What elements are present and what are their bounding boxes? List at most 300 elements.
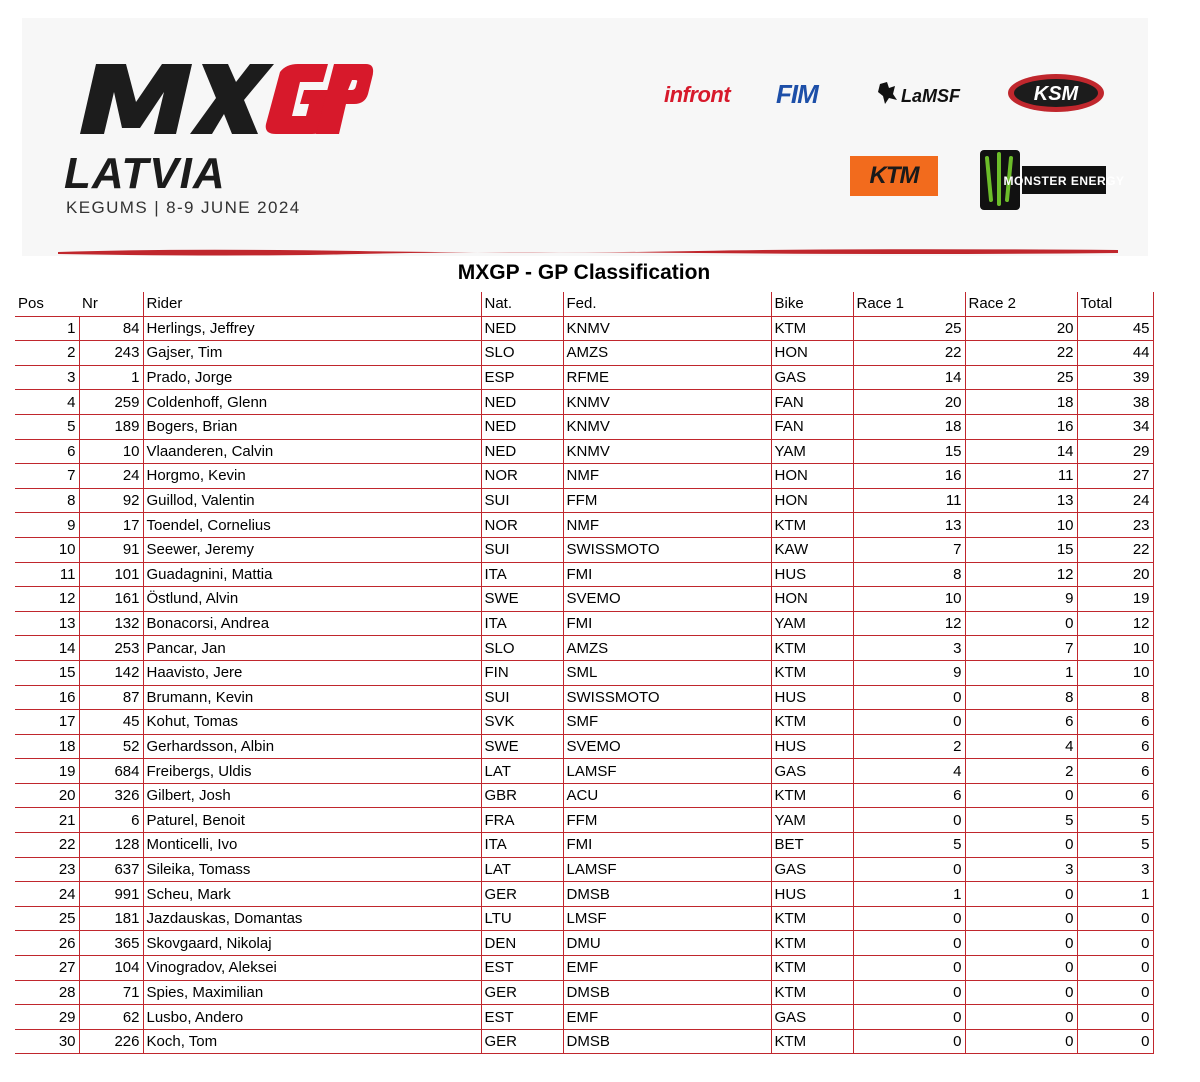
cell-fed: DMSB bbox=[563, 1029, 771, 1054]
cell-pos: 17 bbox=[15, 710, 79, 735]
cell-bike: FAN bbox=[771, 414, 853, 439]
cell-race-2: 5 bbox=[965, 808, 1077, 833]
cell-bike: GAS bbox=[771, 759, 853, 784]
table-row bbox=[15, 710, 1153, 735]
cell-race-2: 14 bbox=[965, 439, 1077, 464]
column-header-bike: Bike bbox=[771, 292, 853, 316]
table-row bbox=[15, 660, 1153, 685]
cell-pos: 28 bbox=[15, 980, 79, 1005]
cell-rider: Horgmo, Kevin bbox=[143, 464, 481, 489]
cell-race-1: 16 bbox=[853, 464, 965, 489]
cell-race-2: 0 bbox=[965, 882, 1077, 907]
cell-total: 12 bbox=[1077, 611, 1153, 636]
table-row bbox=[15, 882, 1153, 907]
cell-nat: SWE bbox=[481, 587, 563, 612]
cell-race-1: 10 bbox=[853, 587, 965, 612]
sponsor-fim-logo: FIM bbox=[776, 79, 818, 109]
cell-race-1: 5 bbox=[853, 833, 965, 858]
cell-nat: LAT bbox=[481, 857, 563, 882]
column-header-pos: Pos bbox=[15, 292, 79, 316]
cell-race-2: 16 bbox=[965, 414, 1077, 439]
cell-nr: 52 bbox=[79, 734, 143, 759]
cell-fed: FFM bbox=[563, 488, 771, 513]
cell-nat: SLO bbox=[481, 341, 563, 366]
cell-nat: GBR bbox=[481, 783, 563, 808]
cell-nat: GER bbox=[481, 980, 563, 1005]
cell-bike: KTM bbox=[771, 931, 853, 956]
cell-race-2: 3 bbox=[965, 857, 1077, 882]
cell-race-2: 0 bbox=[965, 1029, 1077, 1054]
cell-nat: ITA bbox=[481, 562, 563, 587]
column-header-rider: Rider bbox=[143, 292, 481, 316]
cell-bike: KTM bbox=[771, 906, 853, 931]
column-header-race-2: Race 2 bbox=[965, 292, 1077, 316]
cell-fed: LAMSF bbox=[563, 857, 771, 882]
cell-total: 10 bbox=[1077, 660, 1153, 685]
cell-fed: FMI bbox=[563, 611, 771, 636]
cell-bike: KTM bbox=[771, 783, 853, 808]
cell-bike: HUS bbox=[771, 734, 853, 759]
cell-pos: 5 bbox=[15, 414, 79, 439]
column-header-total: Total bbox=[1077, 292, 1153, 316]
cell-total: 38 bbox=[1077, 390, 1153, 415]
cell-race-2: 8 bbox=[965, 685, 1077, 710]
cell-nr: 142 bbox=[79, 660, 143, 685]
cell-total: 0 bbox=[1077, 1029, 1153, 1054]
cell-race-1: 0 bbox=[853, 956, 965, 981]
cell-race-1: 0 bbox=[853, 931, 965, 956]
cell-nat: NOR bbox=[481, 464, 563, 489]
table-row bbox=[15, 464, 1153, 489]
cell-race-2: 18 bbox=[965, 390, 1077, 415]
cell-race-1: 14 bbox=[853, 365, 965, 390]
cell-fed: FMI bbox=[563, 833, 771, 858]
cell-total: 6 bbox=[1077, 759, 1153, 784]
cell-nat: ESP bbox=[481, 365, 563, 390]
cell-bike: HON bbox=[771, 464, 853, 489]
cell-total: 5 bbox=[1077, 808, 1153, 833]
cell-pos: 30 bbox=[15, 1029, 79, 1054]
table-row bbox=[15, 956, 1153, 981]
cell-race-1: 6 bbox=[853, 783, 965, 808]
cell-rider: Skovgaard, Nikolaj bbox=[143, 931, 481, 956]
cell-rider: Vinogradov, Aleksei bbox=[143, 956, 481, 981]
cell-total: 29 bbox=[1077, 439, 1153, 464]
cell-total: 10 bbox=[1077, 636, 1153, 661]
cell-fed: NMF bbox=[563, 513, 771, 538]
cell-bike: YAM bbox=[771, 439, 853, 464]
cell-pos: 14 bbox=[15, 636, 79, 661]
event-banner bbox=[22, 18, 1148, 256]
cell-rider: Haavisto, Jere bbox=[143, 660, 481, 685]
cell-nat: NED bbox=[481, 439, 563, 464]
cell-total: 6 bbox=[1077, 734, 1153, 759]
cell-total: 6 bbox=[1077, 710, 1153, 735]
cell-rider: Spies, Maximilian bbox=[143, 980, 481, 1005]
table-row bbox=[15, 833, 1153, 858]
cell-nat: NED bbox=[481, 316, 563, 341]
cell-total: 27 bbox=[1077, 464, 1153, 489]
cell-nat: SVK bbox=[481, 710, 563, 735]
column-header-fed: Fed. bbox=[563, 292, 771, 316]
cell-rider: Sileika, Tomass bbox=[143, 857, 481, 882]
classification-table bbox=[15, 292, 1154, 1054]
cell-nr: 17 bbox=[79, 513, 143, 538]
cell-nat: SUI bbox=[481, 537, 563, 562]
cell-nat: DEN bbox=[481, 931, 563, 956]
cell-race-1: 0 bbox=[853, 906, 965, 931]
cell-nat: GER bbox=[481, 1029, 563, 1054]
cell-nat: EST bbox=[481, 956, 563, 981]
cell-nat: SLO bbox=[481, 636, 563, 661]
cell-nr: 45 bbox=[79, 710, 143, 735]
cell-race-2: 15 bbox=[965, 537, 1077, 562]
cell-bike: FAN bbox=[771, 390, 853, 415]
cell-nr: 259 bbox=[79, 390, 143, 415]
cell-rider: Östlund, Alvin bbox=[143, 587, 481, 612]
cell-rider: Brumann, Kevin bbox=[143, 685, 481, 710]
cell-race-1: 11 bbox=[853, 488, 965, 513]
table-row bbox=[15, 1005, 1153, 1030]
cell-nr: 326 bbox=[79, 783, 143, 808]
cell-race-2: 0 bbox=[965, 980, 1077, 1005]
cell-race-2: 4 bbox=[965, 734, 1077, 759]
cell-rider: Herlings, Jeffrey bbox=[143, 316, 481, 341]
cell-race-2: 13 bbox=[965, 488, 1077, 513]
cell-fed: DMU bbox=[563, 931, 771, 956]
cell-pos: 20 bbox=[15, 783, 79, 808]
table-row bbox=[15, 734, 1153, 759]
cell-fed: SML bbox=[563, 660, 771, 685]
lamsf-emblem-icon bbox=[877, 80, 899, 106]
cell-rider: Lusbo, Andero bbox=[143, 1005, 481, 1030]
table-row bbox=[15, 365, 1153, 390]
cell-pos: 6 bbox=[15, 439, 79, 464]
cell-rider: Bogers, Brian bbox=[143, 414, 481, 439]
cell-fed: KNMV bbox=[563, 414, 771, 439]
cell-fed: RFME bbox=[563, 365, 771, 390]
cell-rider: Seewer, Jeremy bbox=[143, 537, 481, 562]
cell-pos: 9 bbox=[15, 513, 79, 538]
cell-fed: DMSB bbox=[563, 980, 771, 1005]
cell-rider: Pancar, Jan bbox=[143, 636, 481, 661]
cell-total: 1 bbox=[1077, 882, 1153, 907]
cell-bike: GAS bbox=[771, 365, 853, 390]
cell-fed: LAMSF bbox=[563, 759, 771, 784]
cell-race-2: 1 bbox=[965, 660, 1077, 685]
table-row bbox=[15, 341, 1153, 366]
cell-rider: Koch, Tom bbox=[143, 1029, 481, 1054]
table-row bbox=[15, 808, 1153, 833]
cell-race-2: 12 bbox=[965, 562, 1077, 587]
monster-energy-text: MONSTER ENERGY bbox=[1003, 174, 1125, 188]
cell-nr: 132 bbox=[79, 611, 143, 636]
cell-total: 0 bbox=[1077, 956, 1153, 981]
cell-race-1: 0 bbox=[853, 685, 965, 710]
cell-total: 24 bbox=[1077, 488, 1153, 513]
cell-nr: 637 bbox=[79, 857, 143, 882]
event-country: LATVIA bbox=[64, 149, 226, 198]
cell-race-1: 0 bbox=[853, 710, 965, 735]
cell-bike: HON bbox=[771, 587, 853, 612]
table-row bbox=[15, 414, 1153, 439]
cell-bike: KTM bbox=[771, 660, 853, 685]
cell-race-1: 0 bbox=[853, 1029, 965, 1054]
cell-race-2: 10 bbox=[965, 513, 1077, 538]
cell-bike: KTM bbox=[771, 513, 853, 538]
cell-nr: 71 bbox=[79, 980, 143, 1005]
cell-rider: Jazdauskas, Domantas bbox=[143, 906, 481, 931]
cell-race-2: 0 bbox=[965, 611, 1077, 636]
cell-rider: Guadagnini, Mattia bbox=[143, 562, 481, 587]
cell-rider: Gilbert, Josh bbox=[143, 783, 481, 808]
cell-total: 0 bbox=[1077, 1005, 1153, 1030]
table-row bbox=[15, 931, 1153, 956]
cell-race-2: 0 bbox=[965, 783, 1077, 808]
cell-pos: 7 bbox=[15, 464, 79, 489]
table-row bbox=[15, 390, 1153, 415]
cell-race-1: 1 bbox=[853, 882, 965, 907]
cell-bike: HON bbox=[771, 488, 853, 513]
cell-bike: KTM bbox=[771, 956, 853, 981]
cell-fed: EMF bbox=[563, 956, 771, 981]
cell-pos: 25 bbox=[15, 906, 79, 931]
table-row bbox=[15, 685, 1153, 710]
cell-total: 44 bbox=[1077, 341, 1153, 366]
cell-rider: Gajser, Tim bbox=[143, 341, 481, 366]
cell-total: 0 bbox=[1077, 980, 1153, 1005]
cell-rider: Coldenhoff, Glenn bbox=[143, 390, 481, 415]
cell-rider: Guillod, Valentin bbox=[143, 488, 481, 513]
cell-total: 22 bbox=[1077, 537, 1153, 562]
cell-bike: YAM bbox=[771, 611, 853, 636]
cell-nr: 92 bbox=[79, 488, 143, 513]
cell-nat: SWE bbox=[481, 734, 563, 759]
cell-race-2: 0 bbox=[965, 833, 1077, 858]
cell-fed: NMF bbox=[563, 464, 771, 489]
table-row bbox=[15, 636, 1153, 661]
sponsor-ktm-logo bbox=[850, 156, 938, 196]
cell-rider: Paturel, Benoit bbox=[143, 808, 481, 833]
cell-total: 5 bbox=[1077, 833, 1153, 858]
cell-nat: ITA bbox=[481, 833, 563, 858]
ksm-text: KSM bbox=[1033, 83, 1079, 105]
cell-nat: EST bbox=[481, 1005, 563, 1030]
red-brushstroke-divider bbox=[58, 246, 1118, 256]
table-row bbox=[15, 1029, 1153, 1054]
sponsor-monster-energy-logo bbox=[978, 146, 1125, 214]
cell-pos: 16 bbox=[15, 685, 79, 710]
ktm-text: KTM bbox=[869, 162, 919, 189]
cell-pos: 2 bbox=[15, 341, 79, 366]
cell-bike: KAW bbox=[771, 537, 853, 562]
cell-fed: AMZS bbox=[563, 341, 771, 366]
cell-pos: 22 bbox=[15, 833, 79, 858]
table-row bbox=[15, 587, 1153, 612]
cell-nr: 243 bbox=[79, 341, 143, 366]
event-venue-date: KEGUMS | 8-9 JUNE 2024 bbox=[66, 198, 301, 217]
cell-total: 20 bbox=[1077, 562, 1153, 587]
table-row bbox=[15, 439, 1153, 464]
cell-race-2: 0 bbox=[965, 906, 1077, 931]
cell-rider: Prado, Jorge bbox=[143, 365, 481, 390]
cell-race-1: 25 bbox=[853, 316, 965, 341]
cell-fed: FFM bbox=[563, 808, 771, 833]
cell-fed: KNMV bbox=[563, 390, 771, 415]
cell-nr: 1 bbox=[79, 365, 143, 390]
cell-rider: Vlaanderen, Calvin bbox=[143, 439, 481, 464]
cell-race-2: 11 bbox=[965, 464, 1077, 489]
cell-total: 39 bbox=[1077, 365, 1153, 390]
cell-fed: LMSF bbox=[563, 906, 771, 931]
cell-pos: 12 bbox=[15, 587, 79, 612]
cell-total: 6 bbox=[1077, 783, 1153, 808]
cell-pos: 10 bbox=[15, 537, 79, 562]
cell-pos: 4 bbox=[15, 390, 79, 415]
cell-nat: ITA bbox=[481, 611, 563, 636]
cell-nr: 189 bbox=[79, 414, 143, 439]
cell-bike: GAS bbox=[771, 857, 853, 882]
cell-race-2: 0 bbox=[965, 931, 1077, 956]
cell-pos: 15 bbox=[15, 660, 79, 685]
table-row bbox=[15, 316, 1153, 341]
cell-race-1: 13 bbox=[853, 513, 965, 538]
cell-race-2: 0 bbox=[965, 956, 1077, 981]
cell-pos: 8 bbox=[15, 488, 79, 513]
cell-nr: 365 bbox=[79, 931, 143, 956]
cell-nr: 91 bbox=[79, 537, 143, 562]
cell-bike: KTM bbox=[771, 1029, 853, 1054]
cell-bike: YAM bbox=[771, 808, 853, 833]
cell-fed: DMSB bbox=[563, 882, 771, 907]
cell-pos: 1 bbox=[15, 316, 79, 341]
cell-bike: BET bbox=[771, 833, 853, 858]
cell-nat: FRA bbox=[481, 808, 563, 833]
cell-fed: SVEMO bbox=[563, 734, 771, 759]
cell-rider: Scheu, Mark bbox=[143, 882, 481, 907]
table-row bbox=[15, 906, 1153, 931]
cell-total: 23 bbox=[1077, 513, 1153, 538]
sponsor-lamsf-logo bbox=[877, 80, 969, 110]
cell-nat: LTU bbox=[481, 906, 563, 931]
cell-race-1: 18 bbox=[853, 414, 965, 439]
cell-nat: GER bbox=[481, 882, 563, 907]
cell-race-2: 0 bbox=[965, 1005, 1077, 1030]
sponsor-infront-logo: infront bbox=[664, 82, 731, 107]
table-row bbox=[15, 980, 1153, 1005]
cell-nat: NOR bbox=[481, 513, 563, 538]
cell-total: 3 bbox=[1077, 857, 1153, 882]
cell-race-1: 0 bbox=[853, 1005, 965, 1030]
cell-total: 0 bbox=[1077, 931, 1153, 956]
cell-fed: ACU bbox=[563, 783, 771, 808]
cell-race-2: 22 bbox=[965, 341, 1077, 366]
cell-race-1: 3 bbox=[853, 636, 965, 661]
cell-race-2: 6 bbox=[965, 710, 1077, 735]
table-header-row bbox=[15, 292, 1153, 316]
page-title: MXGP - GP Classification bbox=[457, 261, 711, 284]
table-row bbox=[15, 513, 1153, 538]
cell-bike: GAS bbox=[771, 1005, 853, 1030]
cell-total: 19 bbox=[1077, 587, 1153, 612]
cell-nr: 991 bbox=[79, 882, 143, 907]
cell-race-1: 12 bbox=[853, 611, 965, 636]
cell-bike: KTM bbox=[771, 316, 853, 341]
cell-pos: 3 bbox=[15, 365, 79, 390]
cell-nat: NED bbox=[481, 390, 563, 415]
cell-rider: Kohut, Tomas bbox=[143, 710, 481, 735]
cell-fed: SWISSMOTO bbox=[563, 685, 771, 710]
cell-rider: Gerhardsson, Albin bbox=[143, 734, 481, 759]
cell-pos: 26 bbox=[15, 931, 79, 956]
cell-race-1: 0 bbox=[853, 808, 965, 833]
cell-nr: 104 bbox=[79, 956, 143, 981]
cell-race-2: 25 bbox=[965, 365, 1077, 390]
table-row bbox=[15, 857, 1153, 882]
cell-bike: KTM bbox=[771, 980, 853, 1005]
cell-nr: 181 bbox=[79, 906, 143, 931]
table-row bbox=[15, 488, 1153, 513]
cell-total: 8 bbox=[1077, 685, 1153, 710]
cell-pos: 27 bbox=[15, 956, 79, 981]
cell-race-2: 7 bbox=[965, 636, 1077, 661]
cell-pos: 24 bbox=[15, 882, 79, 907]
table-row bbox=[15, 537, 1153, 562]
column-header-nr: Nr bbox=[79, 292, 143, 316]
mxgp-logo bbox=[66, 58, 368, 134]
cell-pos: 23 bbox=[15, 857, 79, 882]
cell-pos: 11 bbox=[15, 562, 79, 587]
cell-rider: Freibergs, Uldis bbox=[143, 759, 481, 784]
cell-nr: 84 bbox=[79, 316, 143, 341]
cell-pos: 19 bbox=[15, 759, 79, 784]
cell-bike: KTM bbox=[771, 710, 853, 735]
cell-race-1: 4 bbox=[853, 759, 965, 784]
cell-nr: 253 bbox=[79, 636, 143, 661]
cell-race-1: 15 bbox=[853, 439, 965, 464]
cell-race-2: 20 bbox=[965, 316, 1077, 341]
cell-nat: SUI bbox=[481, 488, 563, 513]
cell-rider: Bonacorsi, Andrea bbox=[143, 611, 481, 636]
cell-nat: SUI bbox=[481, 685, 563, 710]
cell-nr: 10 bbox=[79, 439, 143, 464]
cell-nr: 87 bbox=[79, 685, 143, 710]
cell-nr: 6 bbox=[79, 808, 143, 833]
cell-race-1: 20 bbox=[853, 390, 965, 415]
cell-nat: FIN bbox=[481, 660, 563, 685]
cell-fed: SWISSMOTO bbox=[563, 537, 771, 562]
cell-pos: 21 bbox=[15, 808, 79, 833]
cell-race-1: 7 bbox=[853, 537, 965, 562]
cell-pos: 13 bbox=[15, 611, 79, 636]
cell-nr: 226 bbox=[79, 1029, 143, 1054]
cell-total: 45 bbox=[1077, 316, 1153, 341]
cell-nat: LAT bbox=[481, 759, 563, 784]
cell-nr: 24 bbox=[79, 464, 143, 489]
cell-nr: 101 bbox=[79, 562, 143, 587]
table-row bbox=[15, 759, 1153, 784]
cell-fed: SMF bbox=[563, 710, 771, 735]
cell-rider: Monticelli, Ivo bbox=[143, 833, 481, 858]
table-row bbox=[15, 611, 1153, 636]
cell-fed: EMF bbox=[563, 1005, 771, 1030]
cell-race-1: 9 bbox=[853, 660, 965, 685]
cell-race-1: 22 bbox=[853, 341, 965, 366]
cell-fed: KNMV bbox=[563, 316, 771, 341]
cell-race-1: 8 bbox=[853, 562, 965, 587]
cell-bike: HUS bbox=[771, 685, 853, 710]
column-header-nat: Nat. bbox=[481, 292, 563, 316]
